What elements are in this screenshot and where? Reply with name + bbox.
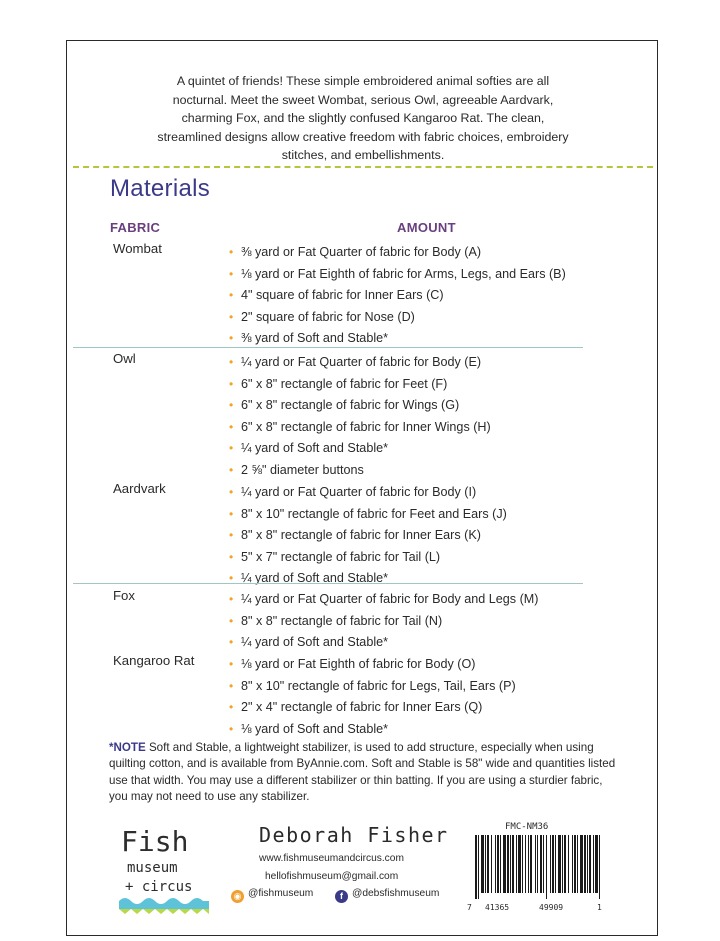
bullet-icon: • <box>229 419 234 434</box>
list-item: • 6" x 8" rectangle of fabric for Wings (G) <box>229 398 460 413</box>
list-item: • 8" x 10" rectangle of fabric for Legs, Tail, Ears (P) <box>229 678 516 693</box>
list-item: • ¼ yard of Soft and Stable* <box>229 571 389 586</box>
list-item: • ¼ yard or Fat Quarter of fabric for Body and Legs (M) <box>229 592 539 606</box>
intro-line: stitches, and embellishments. <box>281 148 445 162</box>
list-item: • 2 ⅝" diameter buttons <box>229 462 364 477</box>
list-item: • ⅛ yard or Fat Eighth of fabric for Arms, Legs, and Ears (B) <box>229 266 566 281</box>
fish-museum-circus-logo <box>117 821 212 919</box>
group-separator <box>73 583 583 584</box>
product-code: FMC-NM36 <box>505 822 549 832</box>
designer-name: Deborah Fisher <box>259 823 449 847</box>
barcode-digit: 7 <box>467 903 472 912</box>
bullet-icon: • <box>229 288 234 303</box>
fabric-group-name: Owl <box>113 351 136 366</box>
fabric-group-name: Wombat <box>113 241 162 256</box>
website-link[interactable]: www.fishmuseumandcircus.com <box>259 853 404 864</box>
bullet-icon: • <box>229 376 234 391</box>
bullet-icon: • <box>229 528 234 543</box>
bullet-icon: • <box>229 571 234 586</box>
bullet-icon: • <box>229 657 234 671</box>
list-item: • 8" x 8" rectangle of fabric for Inner Ears (K) <box>229 528 481 543</box>
amount-list <box>229 353 491 483</box>
bullet-icon: • <box>229 721 234 736</box>
bullet-icon: • <box>229 613 234 628</box>
fabric-group-name: Kangaroo Rat <box>113 653 195 668</box>
barcode-digit: 49909 <box>539 903 564 912</box>
fabric-group-name: Aardvark <box>113 481 166 496</box>
list-item: • 4" square of fabric for Inner Ears (C) <box>229 288 444 303</box>
intro-paragraph <box>107 72 619 165</box>
dashed-divider <box>73 166 653 168</box>
list-item: • 6" x 8" rectangle of fabric for Feet (F) <box>229 376 448 391</box>
list-item: • ¼ yard or Fat Quarter of fabric for Body (I) <box>229 485 477 499</box>
logo-line: Fish <box>121 825 189 858</box>
bullet-icon: • <box>229 678 234 693</box>
bullet-icon: • <box>229 506 234 521</box>
list-item: • ⅛ yard of Soft and Stable* <box>229 721 389 736</box>
bullet-icon: • <box>229 245 234 259</box>
bullet-icon: • <box>229 398 234 413</box>
intro-line: charming Fox, and the slightly confused Kangaroo Rat. The clean, <box>181 111 545 125</box>
intro-line: streamlined designs allow creative freedom with fabric choices, embroidery <box>157 129 569 144</box>
logo-line: museum <box>127 860 178 876</box>
amount-list <box>229 655 516 741</box>
bullet-icon: • <box>229 700 234 715</box>
list-item: • ¼ yard or Fat Quarter of fabric for Body (E) <box>229 355 482 369</box>
bullet-icon: • <box>229 266 234 281</box>
bullet-icon: • <box>229 331 234 346</box>
instagram-handle[interactable]: ◉ @fishmuseum <box>231 888 313 903</box>
fabric-column-header: FABRIC <box>110 220 161 235</box>
list-item: • 6" x 8" rectangle of fabric for Inner Wings (H) <box>229 419 491 434</box>
list-item: • 2" square of fabric for Nose (D) <box>229 309 415 324</box>
list-item: • ⅜ yard or Fat Quarter of fabric for Body (A) <box>229 245 482 259</box>
bullet-icon: • <box>229 485 234 499</box>
logo-line: + circus <box>125 879 193 895</box>
stabilizer-note <box>109 740 621 805</box>
list-item: • 8" x 8" rectangle of fabric for Tail (N) <box>229 613 443 628</box>
bullet-icon: • <box>229 462 234 477</box>
intro-line: nocturnal. Meet the sweet Wombat, serious Owl, agreeable Aardvark, <box>172 92 554 107</box>
email-link[interactable]: hellofishmuseum@gmail.com <box>265 871 399 882</box>
bullet-icon: • <box>229 355 234 369</box>
list-item: • 8" x 10" rectangle of fabric for Feet and Ears (J) <box>229 506 507 521</box>
list-item: • ⅛ yard or Fat Eighth of fabric for Body (O) <box>229 657 476 671</box>
barcode-digit: 1 <box>597 903 602 912</box>
bullet-icon: • <box>229 592 234 606</box>
bullet-icon: • <box>229 441 234 456</box>
note-label: *NOTE <box>109 741 146 754</box>
list-item: • ¼ yard of Soft and Stable* <box>229 635 389 650</box>
group-separator <box>73 347 583 348</box>
facebook-handle[interactable]: f @debsfishmuseum <box>335 888 439 903</box>
pattern-back-cover <box>66 40 658 936</box>
note-text: Soft and Stable, a lightweight stabilizer, is used to add structure, especially when using quilting cotton, and is available from ByAnnie.com. Soft and Stable is 58" wide and quantities listed use that width. You may use a different stabilizer or thin batting. If you are using a sturdier fabric, you may not need to use any stabilizer. <box>109 741 616 803</box>
list-item: • ⅜ yard of Soft and Stable* <box>229 331 389 346</box>
barcode <box>473 835 603 901</box>
instagram-icon: ◉ <box>231 890 244 903</box>
list-item: • ¼ yard of Soft and Stable* <box>229 441 389 456</box>
amount-list <box>229 243 566 351</box>
facebook-icon: f <box>335 890 348 903</box>
amount-list <box>229 590 538 655</box>
list-item: • 5" x 7" rectangle of fabric for Tail (L) <box>229 549 441 564</box>
bullet-icon: • <box>229 309 234 324</box>
fabric-group-name: Fox <box>113 588 135 603</box>
materials-title: Materials <box>110 175 211 202</box>
intro-line: A quintet of friends! These simple embroidered animal softies are all <box>176 74 550 88</box>
amount-column-header: AMOUNT <box>397 220 456 235</box>
amount-list <box>229 483 507 591</box>
bullet-icon: • <box>229 635 234 650</box>
barcode-digit: 41365 <box>485 903 510 912</box>
list-item: • 2" x 4" rectangle of fabric for Inner Ears (Q) <box>229 700 483 715</box>
bullet-icon: • <box>229 549 234 564</box>
